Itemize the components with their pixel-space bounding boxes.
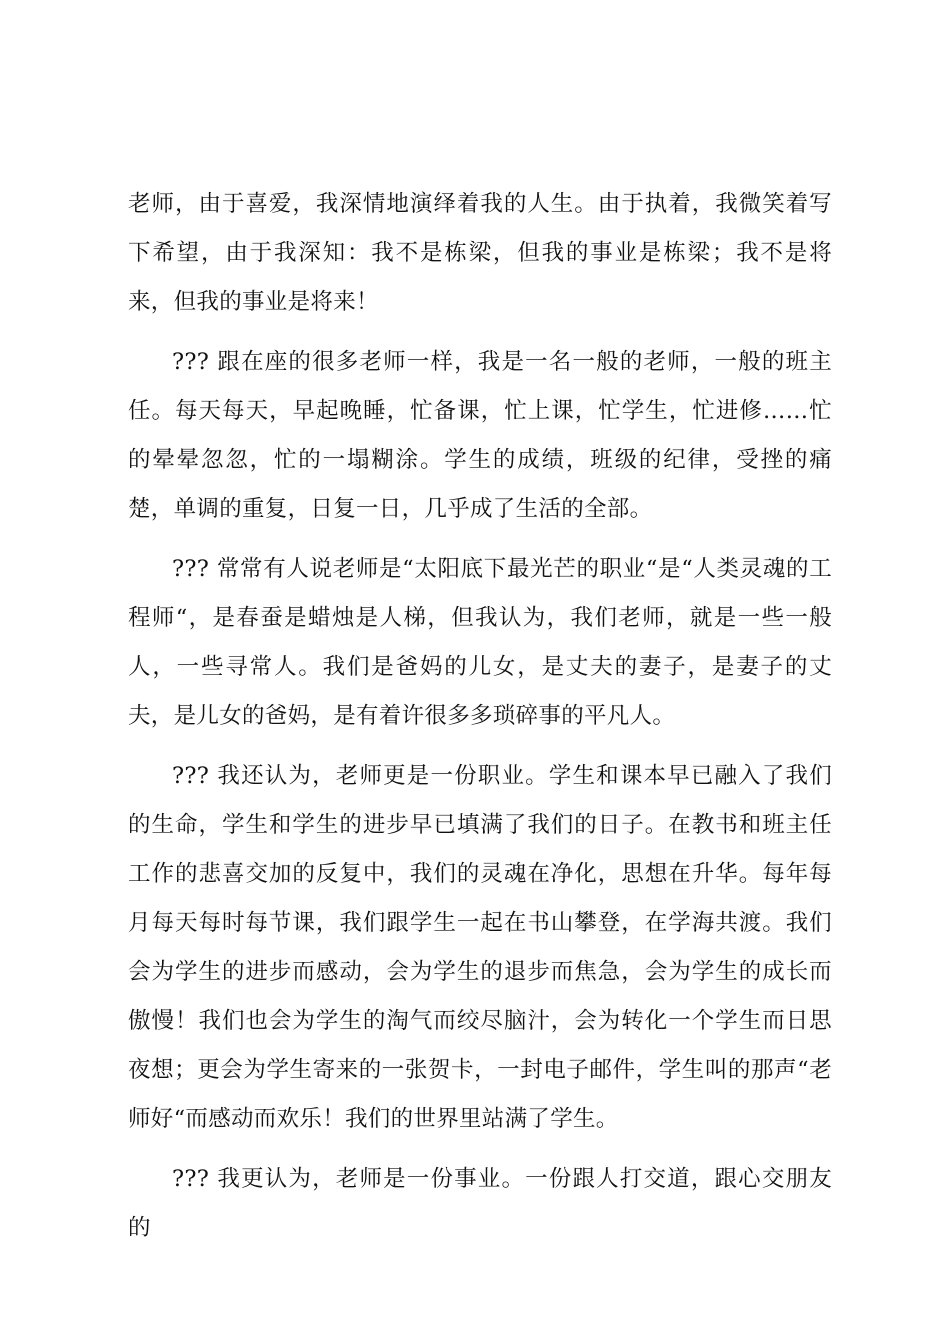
paragraph-4: ??? 我还认为，老师更是一份职业。学生和课本早已融入了我们的生命，学生和学生的进步早已填满了我们的日子。在教书和班主任工作的悲喜交加的反复中，我们的灵魂在净化，思想在升华。每年每月每天每时每节课，我们跟学生一起在书山攀登，在学海共渡。我们会为学生的进步而感动，会为学生的退步而焦急，会为学生的成长而傲慢！我们也会为学生的淘气而绞尽脑汁，会为转化一个学生而日思夜想；更会为学生寄来的一张贺卡，一封电子邮件，学生叫的那声“老师好“而感动而欢乐！我们的世界里站满了学生。 [128, 763, 832, 1132]
paragraph-1: 老师，由于喜爱，我深情地演绎着我的人生。由于执着，我微笑着写下希望，由于我深知：我不是栋梁，但我的事业是栋梁；我不是将来，但我的事业是将来！ [128, 191, 832, 315]
document-body [128, 180, 832, 1264]
paragraph-3: ??? 常常有人说老师是“太阳底下最光芒的职业“是“人类灵魂的工程师“，是春蚕是蜡烛是人梯，但我认为，我们老师，就是一些一般人，一些寻常人。我们是爸妈的儿女，是丈夫的妻子，是妻子的丈夫，是儿女的爸妈，是有着许很多多琐碎事的平凡人。 [128, 556, 832, 729]
paragraph-5: ??? 我更认为，老师是一份事业。一份跟人打交道，跟心交朋友的 [128, 1166, 832, 1241]
paragraph-2: ??? 跟在座的很多老师一样，我是一名一般的老师，一般的班主任。每天每天，早起晚睡，忙备课，忙上课，忙学生，忙进修……忙的晕晕忽忽，忙的一塌糊涂。学生的成绩，班级的纪律，受挫的痛楚，单调的重复，日复一日，几乎成了生活的全部。 [128, 349, 832, 522]
